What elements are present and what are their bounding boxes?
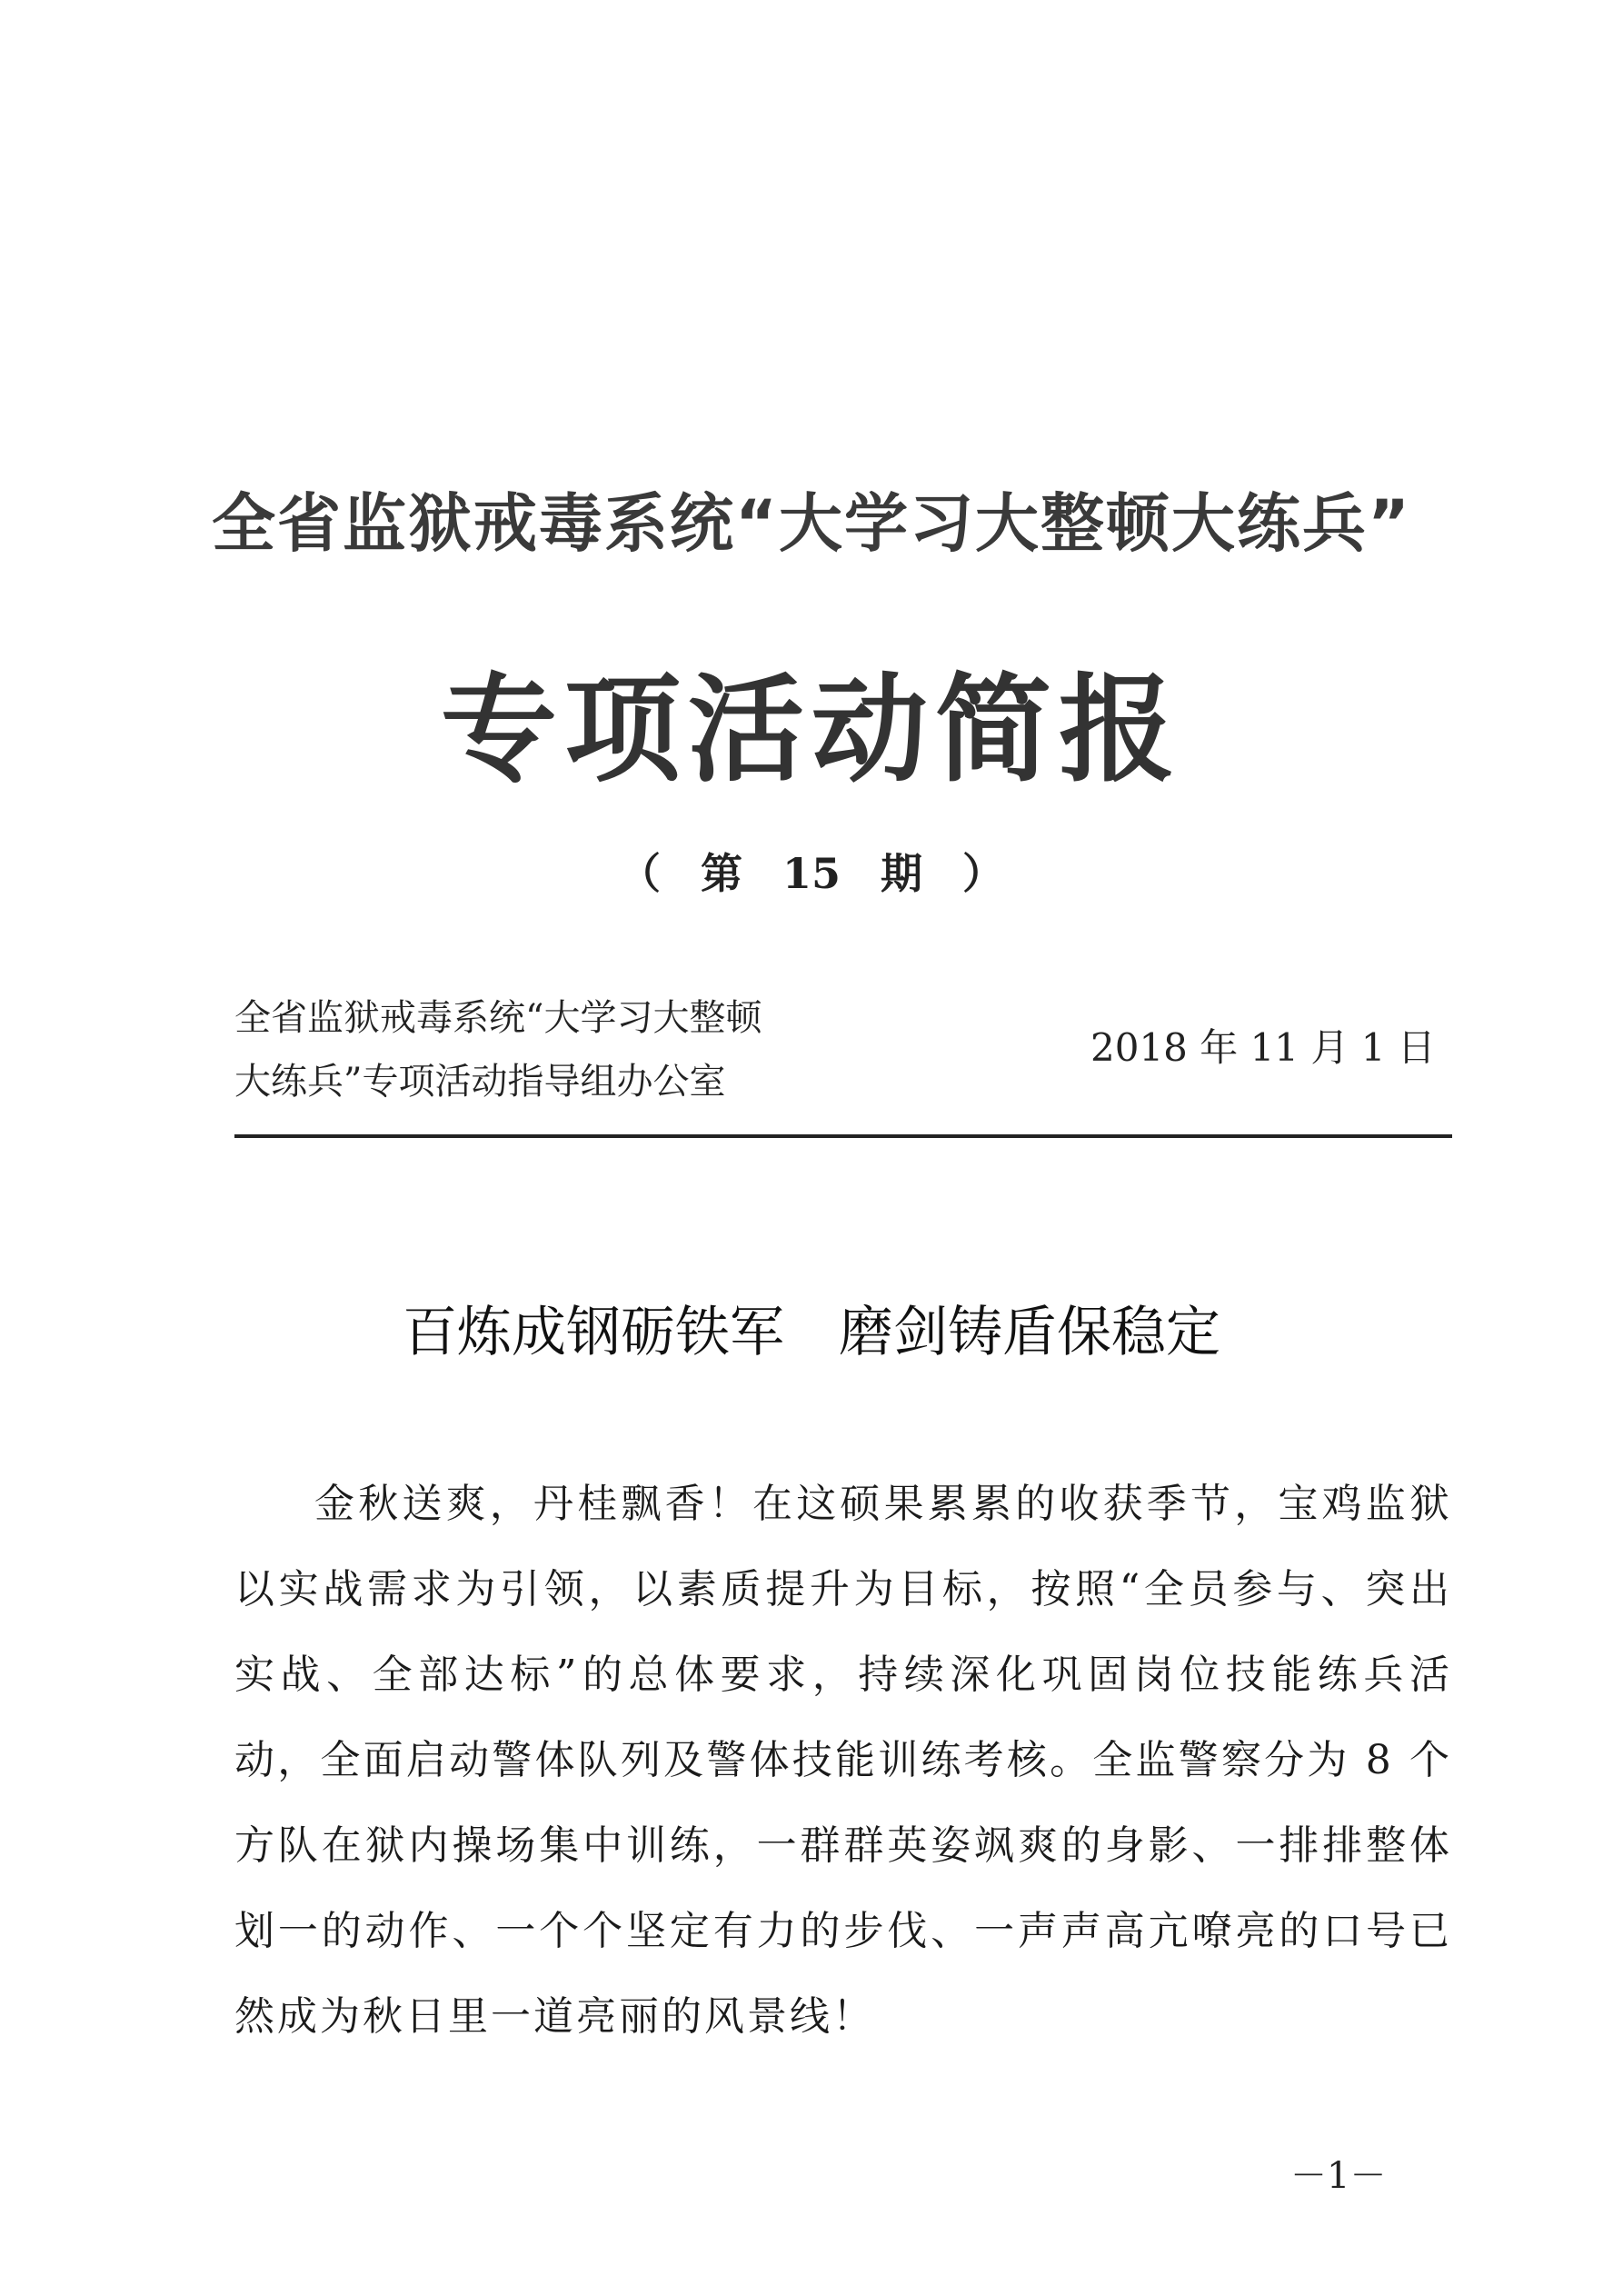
issuer-line1: 全省监狱戒毒系统“大学习大整顿 [234, 997, 762, 1039]
bulletin-title-line1: 全省监狱戒毒系统“大学习大整顿大练兵” [211, 486, 1411, 561]
issue-prefix: 第 [700, 849, 742, 898]
issue-close-paren: ） [962, 849, 1004, 898]
article-paragraph: 金秋送爽，丹桂飘香！在这硕果累累的收获季节，宝鸡监狱以实战需求为引领，以素质提升为目标，按照“全员参与、突出实战、全部达标”的总体要求，持续深化巩固岗位技能练兵活动，全面启动警体队列及警体技能训练考核。全监警察分为 8 个方队在狱内操场集中训练，一群群英姿飒爽的身影、一排排整体划一的动作、一个个坚定有力的步伐、一声声高亢嘹亮的口号已然成为秋日里一道亮丽的风景线！ [234, 1481, 1452, 2040]
issue-date: 2018 年 11 月 1 日 [1090, 1025, 1436, 1070]
issuer-block [234, 986, 762, 1113]
issue-open-paren: （ [618, 849, 661, 898]
issuer-line2: 大练兵”专项活动指导组办公室 [234, 1061, 726, 1103]
page-number: －1－ [1290, 2155, 1387, 2197]
issue-number-value: 15 [782, 849, 841, 898]
issue-suffix: 期 [881, 849, 922, 898]
header-divider [234, 1134, 1452, 1138]
article-title [0, 1289, 1623, 1367]
issue-number [0, 841, 1623, 901]
article-title-part2: 磨剑铸盾保稳定 [839, 1301, 1220, 1364]
bulletin-title-line2: 专项活动简报 [440, 663, 1182, 798]
article-title-part1: 百炼成钢砺铁军 [403, 1301, 784, 1364]
